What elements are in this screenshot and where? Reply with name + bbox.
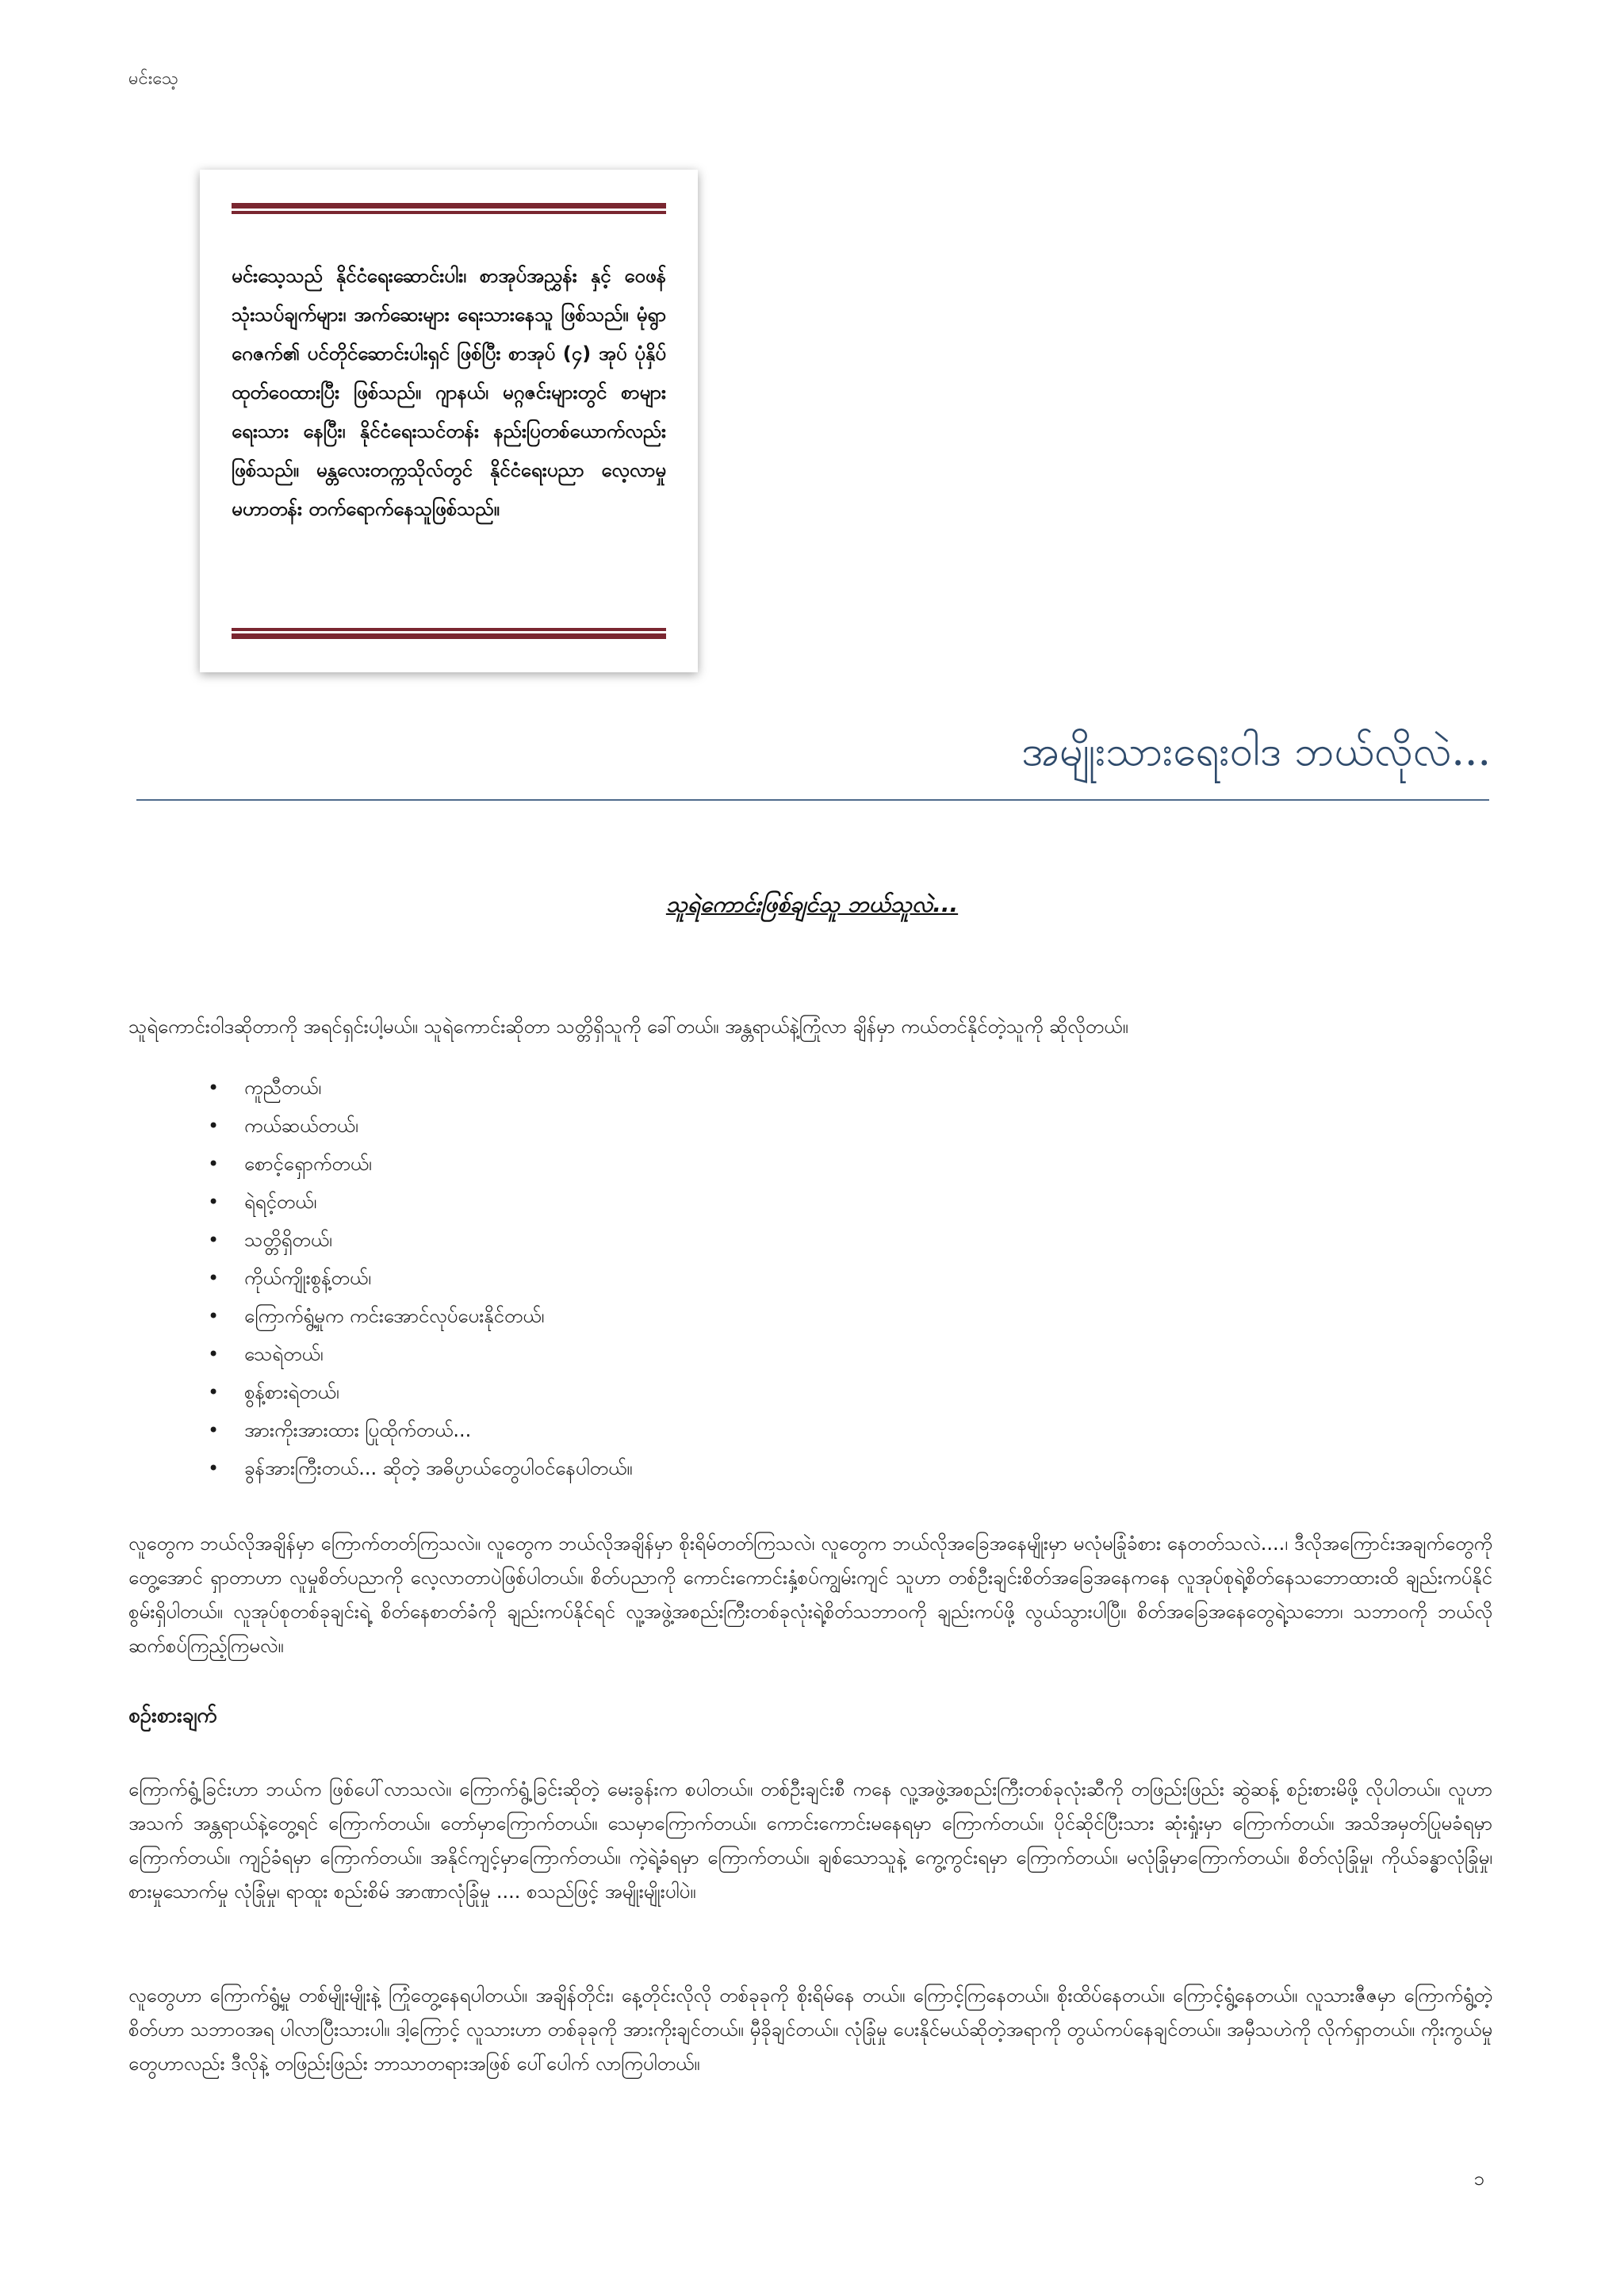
paragraph-1: သူရဲကောင်းဝါဒဆိုတာကို အရင်ရှင်းပါ့မယ်။ သူရဲကောင်းဆိုတာ သတ္တိရှိသူကို ခေါ်တယ်။ အန္တရာယ်နဲ့ကြုံလာ ချိန်မှာ ကယ်တင်နိုင်တဲ့သူကို ဆိုလိုတယ်။ [128, 1016, 1128, 1038]
list-item: • ရဲရင့်တယ်၊ [208, 1183, 633, 1221]
paragraph-2: လူတွေက ဘယ်လိုအချိန်မှာ ကြောက်တတ်ကြသလဲ။ လူတွေက ဘယ်လိုအချိန်မှာ စိုးရိမ်တတ်ကြသလဲ၊ လူတွေက ဘယ်လိုအခြေအနေမျိုးမှာ မလုံမခြုံခံစား နေတတ်သလဲ....၊ ဒီလိုအကြောင်းအချက်တွေကို တွေ့အောင် ရှာတာဟာ လူမှုစိတ်ပညာကို လေ့လာတာပဲဖြစ်ပါတယ်။ စိတ်ပညာကို ကောင်းကောင်းနှံ့စပ်ကျွမ်းကျင် သူဟာ တစ်ဦးချင်းစိတ်အခြေအနေကနေ လူအုပ်စုရဲ့စိတ်နေသဘောထားထိ ချည်းကပ်နိုင်စွမ်းရှိပါတယ်။ လူအုပ်စုတစ်ခုချင်းရဲ့ စိတ်နေစာတ်ခံကို ချည်းကပ်နိုင်ရင် လူ့အဖွဲ့အစည်းကြီးတစ်ခုလုံးရဲ့စိတ်သဘာဝကို ချည်းကပ်ဖို့ လွယ်သွားပါပြီ။ စိတ်အခြေအနေတွေရဲ့သဘော၊ သဘာဝကို ဘယ်လိုဆက်စပ်ကြည့်ကြမလဲ။ [128, 1533, 1492, 1657]
paragraph-3: ကြောက်ရွံ့ခြင်းဟာ ဘယ်က ဖြစ်ပေါ်လာသလဲ။ ကြောက်ရွံ့ခြင်းဆိုတဲ့ မေးခွန်းက စပါတယ်။ တစ်ဦးချင်းစီ ကနေ လူ့အဖွဲ့အစည်းကြီးတစ်ခုလုံးဆီကို တဖြည်းဖြည်း ဆွဲဆန့် စဉ်းစားမိဖို့ လိုပါတယ်။ လူဟာ အသက် အန္တရာယ်နဲ့တွေ့ရင် ကြောက်တယ်။ တော်မှာကြောက်တယ်။ သေမှာကြောက်တယ်။ ကောင်းကောင်းမနေရမှာ ကြောက်တယ်။ ပိုင်ဆိုင်ပြီးသား ဆုံးရှုံးမှာ ကြောက်တယ်။ အသိအမှတ်ပြုမခံရမှာကြောက်တယ်။ ကျဉ်ခံရမှာ ကြောက်တယ်။ အနိုင်ကျင့်မှာကြောက်တယ်။ ကဲ့ရဲ့ခံရမှာ ကြောက်တယ်။ ချစ်သောသူနဲ့ ကွေ့ကွင်းရမှာ ကြောက်တယ်။ မလုံခြုံမှာကြောက်တယ်။ စိတ်လုံခြုံမှု၊ ကိုယ်ခန္ဓာလုံခြုံမှု၊ စားမှုသောက်မှု လုံခြုံမှု၊ ရာထူး စည်းစိမ် အာဏာလုံခြုံမှု .... စသည်ဖြင့် အမျိုးမျိုးပါပဲ။ [128, 1778, 1492, 1903]
subsection-heading: စဉ်းစားချက် [128, 1704, 217, 1728]
author-bio-text: မင်းသေ့သည် နိုင်ငံရေးဆောင်းပါး၊ စာအုပ်အညွှန်း နှင့် ဝေဖန်သုံးသပ်ချက်များ၊ အက်ဆေးများ ရေးသားနေသူ ဖြစ်သည်။ မုံရွာဂေဇက်၏ ပင်တိုင်ဆောင်းပါးရှင် ဖြစ်ပြီး စာအုပ် (၄) အုပ် ပုံနှိပ်ထုတ်ဝေထားပြီး ဖြစ်သည်။ ဂျာနယ်၊ မဂ္ဂဇင်းများတွင် စာများရေးသား နေပြီး၊ နိုင်ငံရေးသင်တန်း နည်းပြတစ်ယောက်လည်း ဖြစ်သည်။ မန္တလေးတက္ကသိုလ်တွင် နိုင်ငံရေးပညာ လေ့လာမှု မဟာတန်း တက်ရောက်နေသူဖြစ်သည်။ [232, 265, 666, 520]
list-item: • စောင့်ရှောက်တယ်၊ [208, 1145, 633, 1183]
author-bio-box [200, 170, 698, 672]
list-item: • ကယ်ဆယ်တယ်၊ [208, 1107, 633, 1145]
author-header: မင်းသေ့ [128, 69, 178, 89]
section-title: အမျိုးသားရေးဝါဒ ဘယ်လိုလဲ... [1021, 728, 1491, 775]
bio-bottom-rule [232, 628, 666, 639]
list-item: • အားကိုးအားထား ပြုထိုက်တယ်... [208, 1411, 633, 1449]
list-item: • ခွန်အားကြီးတယ်... ဆိုတဲ့ အဓိပ္ပာယ်တွေပါဝင်နေပါတယ်။ [208, 1449, 633, 1487]
list-item: • သေရဲတယ်၊ [208, 1335, 633, 1373]
paragraph-4: လူတွေဟာ ကြောက်ရွံ့မှု တစ်မျိုးမျိုးနဲ့ ကြုံတွေ့နေရပါတယ်။ အချိန်တိုင်း၊ နေ့တိုင်းလိုလို တစ်ခုခုကို စိုးရိမ်နေ တယ်။ ကြောင့်ကြနေတယ်။ စိုးထိပ်နေတယ်။ ကြောင့်ရွံ့နေတယ်။ လူသားဇီဇမှာ ကြောက်ရွံ့တဲ့စိတ်ဟာ သဘာဝအရ ပါလာပြီးသားပါ။ ဒါ့ကြောင့် လူသားဟာ တစ်ခုခုကို အားကိုးချင်တယ်။ မှီခိုချင်တယ်။ လုံခြုံမှု ပေးနိုင်မယ်ဆိုတဲ့အရာကို တွယ်ကပ်နေချင်တယ်။ အမှီသဟဲကို လိုက်ရှာတယ်။ ကိုးကွယ်မှုတွေဟာလည်း ဒီလိုနဲ့ တဖြည်းဖြည်း ဘာသာတရားအဖြစ် ပေါ်ပေါက် လာကြပါတယ်။ [128, 1984, 1492, 2075]
bio-top-rule [232, 203, 666, 214]
page-number: ၁ [1473, 2168, 1484, 2190]
list-item: • ကြောက်ရွံ့မှုက ကင်းအောင်လုပ်ပေးနိုင်တယ်၊ [208, 1297, 633, 1335]
bullet-list [208, 1069, 633, 1487]
article-subtitle: သူရဲကောင်းဖြစ်ချင်သူ ဘယ်သူလဲ... [665, 891, 959, 917]
list-item: • ကိုယ်ကျိုးစွန့်တယ်၊ [208, 1259, 633, 1297]
list-item: • သတ္တိရှိတယ်၊ [208, 1221, 633, 1259]
list-item: • စွန့်စားရဲတယ်၊ [208, 1373, 633, 1411]
section-divider [136, 799, 1489, 801]
list-item: • ကူညီတယ်၊ [208, 1069, 633, 1107]
